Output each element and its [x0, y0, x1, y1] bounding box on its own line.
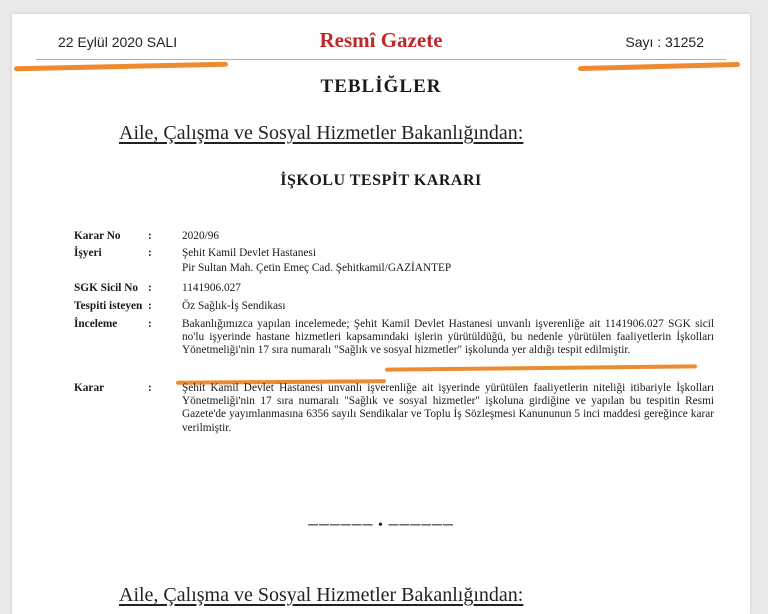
record-label: Tespiti isteyen — [74, 300, 143, 312]
record-requester — [74, 300, 714, 314]
record-colon: : — [148, 382, 152, 394]
record-value: Bakanlığımızca yapılan incelemede; Şehit Kamil Devlet Hastanesi unvanlı işverenliğe ait 1141906.027 SGK sicil no'lu işyerinde hastane hizmetleri kapsamındaki işlerin yürütüldüğü, bu nedenle yürütülen faaliyetlerin İşkolları Yönetmeliği'nin 17 sıra numaralı "Sağlık ve sosyal hizmetler" işkolunda yer aldığı tespit edilmiştir. — [182, 318, 714, 357]
record-decision-no — [74, 230, 714, 244]
record-value: Şehit Kamil Devlet Hastanesi unvanlı işverenliğe ait işyerinde yürütülen faaliyetlerin niteliği itibariyle İşkolları Yönetmeliği'nin 17 sıra numaralı "Sağlık ve sosyal hizmetler" işkoluna girdiğine ve yapılan bu tespitin Resmi Gazete'de yayımlanmasına 6356 sayılı Sendikalar ve Toplu İş Sözleşmesi Kanununun 5 inci maddesi gereğince karar verilmiştir. — [182, 382, 714, 434]
issue-date: 22 Eylül 2020 SALI — [58, 34, 178, 50]
record-label: Karar — [74, 382, 105, 394]
record-decision — [74, 382, 714, 438]
section-separator: ────── • ────── — [308, 518, 454, 533]
record-examination — [74, 318, 714, 372]
highlight-stroke-issue — [578, 62, 740, 71]
issue-number: Sayı : 31252 — [625, 34, 704, 50]
record-value — [182, 247, 714, 275]
record-colon: : — [148, 230, 152, 242]
record-colon: : — [148, 300, 152, 312]
record-label: İnceleme — [74, 318, 118, 330]
gazette-page — [12, 14, 750, 614]
record-label: İşyeri — [74, 247, 102, 259]
record-value: Öz Sağlık-İş Sendikası — [182, 300, 286, 312]
record-label: SGK Sicil No — [74, 282, 139, 294]
gazette-title: Resmî Gazete — [319, 28, 443, 52]
section-title: TEBLİĞLER — [320, 76, 442, 97]
record-value: 2020/96 — [182, 230, 220, 242]
record-workplace — [74, 247, 714, 277]
workplace-address: Pir Sultan Mah. Çetin Emeç Cad. Şehitkamil/GAZİANTEP — [182, 262, 452, 275]
record-colon: : — [148, 318, 152, 330]
ministry-heading: Aile, Çalışma ve Sosyal Hizmetler Bakanlığından: — [119, 122, 524, 144]
record-colon: : — [148, 282, 152, 294]
record-colon: : — [148, 247, 152, 259]
highlight-stroke-date — [14, 62, 228, 71]
workplace-name: Şehit Kamil Devlet Hastanesi — [182, 247, 316, 259]
record-sgk-no — [74, 282, 714, 296]
record-label: Karar No — [74, 230, 121, 242]
record-value: 1141906.027 — [182, 282, 241, 294]
next-ministry-heading: Aile, Çalışma ve Sosyal Hizmetler Bakanlığından: — [119, 584, 524, 606]
header-divider — [36, 59, 726, 60]
decision-title: İŞKOLU TESPİT KARARI — [280, 172, 482, 189]
